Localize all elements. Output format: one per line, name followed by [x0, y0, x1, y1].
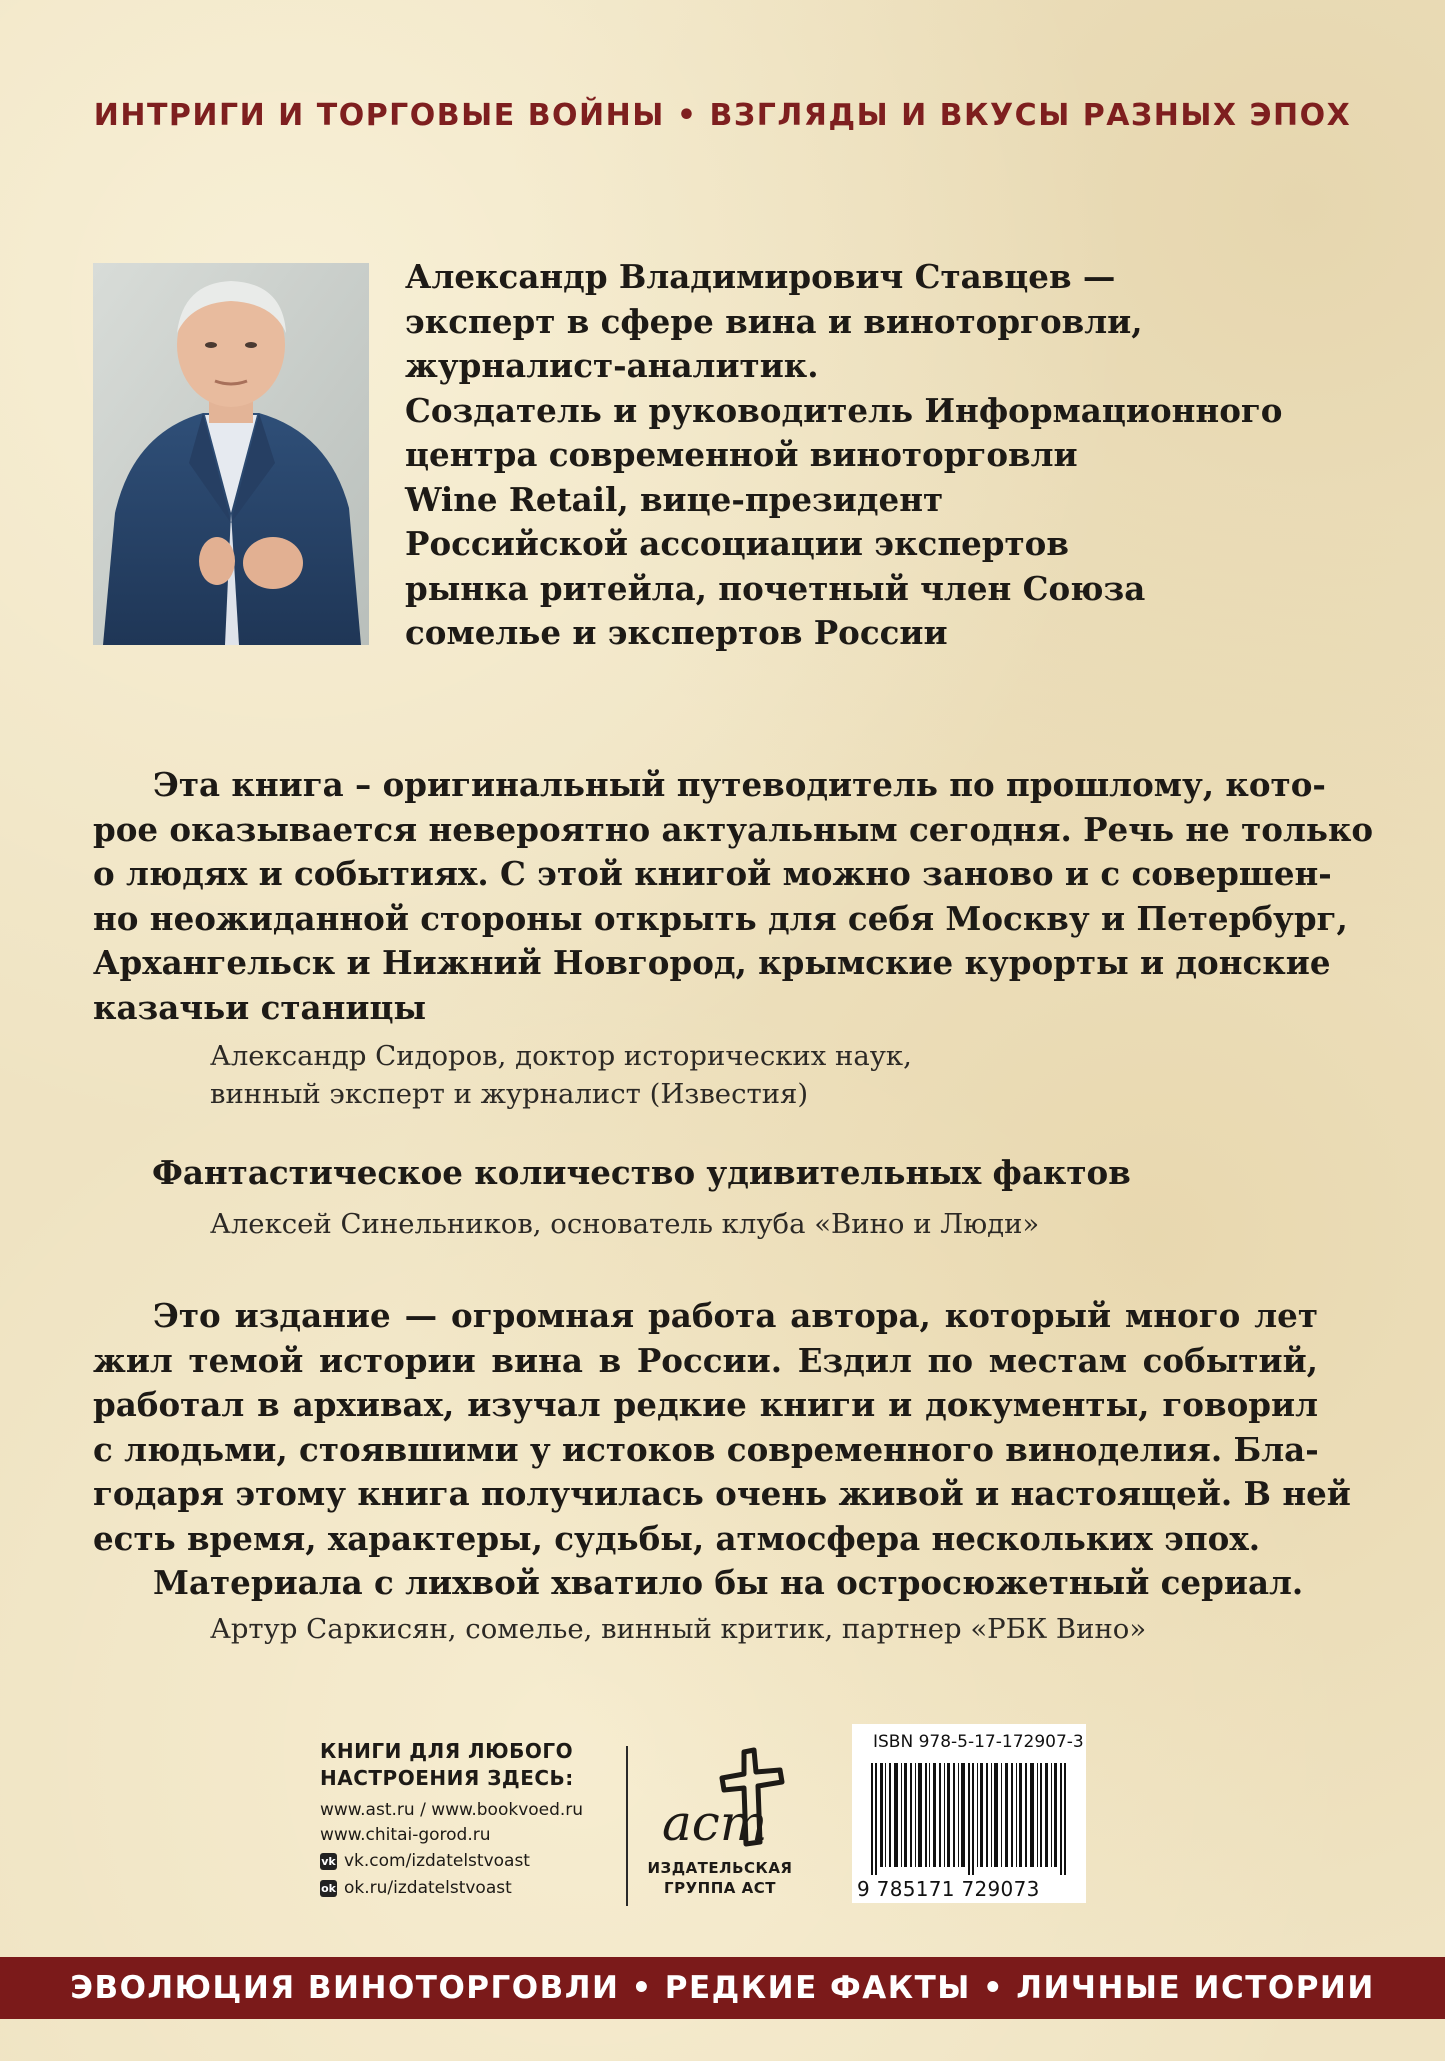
bio-line: журналист-аналитик.: [405, 346, 819, 385]
promo-link-chitai-gorod[interactable]: www.chitai-gorod.ru: [320, 1825, 491, 1845]
attribution-line: винный эксперт и журналист (Известия): [210, 1078, 809, 1110]
attribution-line: Александр Сидоров, доктор исторических наук,: [210, 1040, 912, 1072]
review-1-text: [93, 763, 1374, 1030]
review-line: есть время, характеры, судьбы, атмосфера нескольких эпох.: [93, 1518, 1261, 1558]
bottom-tagline-part-2: РЕДКИЕ ФАКТЫ: [664, 1970, 971, 2006]
promo-heading-line-1: КНИГИ ДЛЯ ЛЮБОГО: [320, 1739, 574, 1763]
bottom-tagline-part-1: ЭВОЛЮЦИЯ ВИНОТОРГОВЛИ: [70, 1970, 620, 2006]
review-line: Архангельск и Нижний Новгород, крымские курорты и донские: [93, 943, 1331, 982]
publisher-caption-2: ГРУППА АСТ: [664, 1879, 776, 1897]
bottom-tagline: [70, 1970, 1375, 2006]
vertical-divider: [626, 1746, 628, 1906]
barcode-digits: 9 785171 729073: [857, 1877, 1040, 1901]
bio-line: сомелье и экспертов России: [405, 613, 948, 652]
promo-heading-line-2: НАСТРОЕНИЯ ЗДЕСЬ:: [320, 1766, 574, 1790]
ok-link[interactable]: [320, 1875, 620, 1902]
ast-logo-text: аст: [662, 1794, 768, 1852]
review-line: казачьи станицы: [93, 987, 427, 1027]
tagline-separator: •: [631, 1970, 653, 2006]
top-tagline-left: ИНТРИГИ И ТОРГОВЫЕ ВОЙНЫ: [93, 98, 665, 133]
bio-line: рынка ритейла, почетный член Союза: [405, 568, 1146, 608]
ok-icon: ok: [321, 1882, 336, 1895]
review-3-text: [93, 1294, 1351, 1606]
bio-line: Создатель и руководитель Информационного: [405, 390, 1283, 430]
tagline-separator: •: [982, 1970, 1005, 2006]
review-line: о людях и событиях. С этой книгой можно заново и с совершен-: [93, 854, 1332, 893]
review-line: Материала с лихвой хватило бы на остросюжетный сериал.: [153, 1563, 1304, 1602]
bio-line: Александр Владимирович Ставцев —: [405, 257, 1116, 296]
ast-logo-icon: [640, 1742, 800, 1854]
review-2-attribution: Алексей Синельников, основатель клуба «Вино и Люди»: [210, 1208, 1040, 1240]
isbn-label: ISBN 978-5-17-172907-3: [873, 1732, 1084, 1752]
review-line: годаря этому книга получилась очень живой и настоящей. В ней: [93, 1474, 1351, 1513]
author-portrait-image: [93, 263, 369, 645]
promo-link-ast-bookvoed[interactable]: www.ast.ru / www.bookvoed.ru: [320, 1800, 584, 1820]
review-3-attribution: Артур Саркисян, сомелье, винный критик, партнер «РБК Вино»: [210, 1613, 1147, 1645]
review-line: Эта книга – оригинальный путеводитель по прошлому, кото-: [153, 765, 1326, 804]
ok-link-text: ok.ru/izdatelstvoast: [344, 1878, 512, 1898]
tagline-separator: •: [676, 98, 698, 133]
review-line: жил темой истории вина в России. Ездил по местам событий,: [93, 1340, 1318, 1380]
review-line: Это издание — огромная работа автора, который много лет: [153, 1296, 1318, 1335]
vk-link-text: vk.com/izdatelstvoast: [344, 1851, 530, 1871]
bottom-tagline-part-3: ЛИЧНЫЕ ИСТОРИИ: [1016, 1970, 1375, 2006]
publisher-caption-1: ИЗДАТЕЛЬСКАЯ: [647, 1859, 793, 1877]
vk-link[interactable]: [320, 1848, 620, 1875]
bio-line: Wine Retail, вице-президент: [405, 479, 944, 519]
review-line: рое оказывается невероятно актуальным сегодня. Речь не только: [93, 809, 1374, 849]
review-line: работал в архивах, изучал редкие книги и документы, говорил: [93, 1385, 1318, 1424]
bio-line: центра современной виноторговли: [405, 435, 1078, 474]
top-tagline: [0, 98, 1445, 133]
review-line: с людьми, стоявшими у истоков современного виноделия. Бла-: [93, 1429, 1319, 1469]
author-photo: [93, 263, 369, 645]
vk-icon: vk: [321, 1855, 336, 1868]
isbn-barcode: [852, 1724, 1086, 1903]
bio-line: Российской ассоциации экспертов: [405, 524, 1069, 563]
review-line: но неожиданной стороны открыть для себя Москву и Петербург,: [93, 898, 1348, 938]
top-tagline-right: ВЗГЛЯДЫ И ВКУСЫ РАЗНЫХ ЭПОХ: [709, 98, 1352, 133]
author-bio: [405, 255, 1365, 656]
bottom-tagline-band: [0, 1957, 1445, 2019]
review-1-attribution: [210, 1037, 912, 1113]
bookstores-promo: [320, 1738, 620, 1902]
bio-line: эксперт в сфере вина и виноторговли,: [405, 301, 1143, 341]
review-2-quote: Фантастическое количество удивительных фактов: [152, 1153, 1131, 1192]
barcode-bars: [871, 1763, 1071, 1875]
publisher-block: [640, 1742, 800, 1898]
